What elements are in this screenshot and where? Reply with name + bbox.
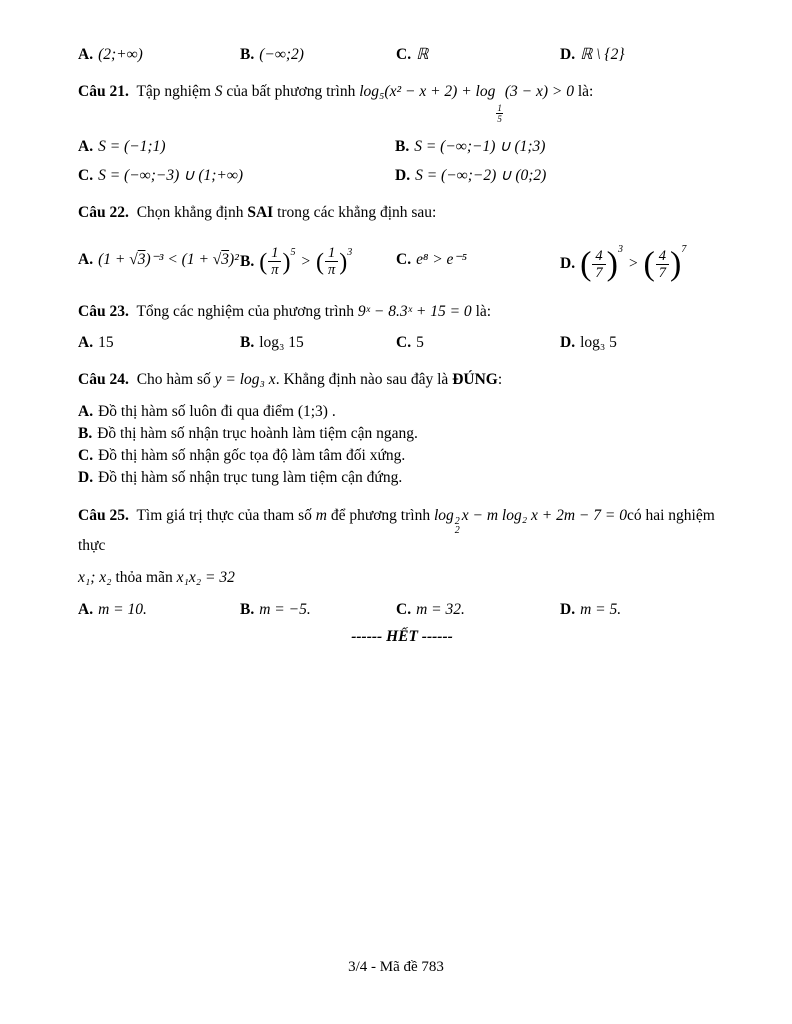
q22-option-d bbox=[560, 239, 726, 281]
radicand: 3 bbox=[137, 251, 146, 268]
exponent: 7 bbox=[681, 243, 687, 255]
q22-option-b bbox=[240, 242, 396, 279]
q23-stem-text: Tổng các nghiệm của phương trình bbox=[136, 303, 355, 320]
end-of-exam-marker: ------ HẾT ------ bbox=[351, 628, 453, 645]
paren: ) bbox=[339, 248, 348, 275]
option-text: e⁸ > e⁻⁵ bbox=[416, 251, 468, 268]
paren: ) bbox=[606, 245, 618, 283]
inequality-sign: > bbox=[300, 252, 311, 270]
option-label: C. bbox=[78, 167, 94, 184]
fraction: $\frac{4}{7}$ bbox=[592, 248, 605, 281]
q24-stem bbox=[78, 369, 726, 391]
q24-options bbox=[78, 402, 726, 488]
q23-stem-text: là: bbox=[475, 303, 492, 320]
radicand: 3 bbox=[221, 251, 230, 268]
q25-stem-text: Tìm giá trị thực của tham số bbox=[136, 507, 312, 524]
exponent: 5 bbox=[290, 246, 296, 258]
option-label: D. bbox=[560, 254, 576, 272]
paren: ( bbox=[580, 245, 592, 283]
q24-stem-text: : bbox=[497, 371, 503, 388]
prev-option-b bbox=[240, 44, 396, 66]
q22-options bbox=[78, 234, 726, 286]
option-text: ℝ \ {2} bbox=[580, 46, 625, 63]
q24-stem-text: . Khẳng định nào sau đây là bbox=[275, 371, 449, 388]
q22-emphasis: SAI bbox=[247, 204, 274, 221]
q21-option-a bbox=[78, 136, 395, 158]
q21-formula: log₅(x² − x + 2) + log $\frac{1}{5}$ (3 − x) > 0 bbox=[359, 83, 574, 124]
inequality-sign: > bbox=[627, 254, 639, 272]
q24-option-d bbox=[78, 468, 726, 488]
option-text: S = (−∞;−2) ∪ (0;2) bbox=[415, 167, 547, 184]
option-label: C. bbox=[396, 334, 412, 351]
q21-stem-text: của bất phương trình bbox=[226, 83, 356, 100]
option-label: A. bbox=[78, 251, 94, 268]
q22-stem bbox=[78, 202, 726, 224]
exponent: 3 bbox=[617, 243, 623, 255]
q23-option-d bbox=[560, 332, 726, 354]
q25-stem-text: để phương trình bbox=[330, 507, 431, 524]
option-label: C. bbox=[396, 46, 412, 63]
option-label: B. bbox=[78, 425, 93, 442]
paren: ) bbox=[670, 245, 682, 283]
q25-options bbox=[78, 599, 726, 621]
q22-option-c bbox=[396, 249, 560, 271]
option-text: m = 5. bbox=[580, 601, 622, 618]
q21-var: S bbox=[214, 83, 223, 100]
q21-option-d bbox=[395, 165, 726, 187]
option-label: B. bbox=[240, 46, 255, 63]
option-label: D. bbox=[78, 469, 94, 486]
prev-option-a bbox=[78, 44, 240, 66]
q23-option-b bbox=[240, 332, 396, 354]
q25-option-b bbox=[240, 599, 396, 621]
option-text: m = −5. bbox=[259, 601, 311, 618]
option-text: 5 bbox=[416, 334, 424, 351]
fraction: $\frac{4}{7}$ bbox=[656, 248, 669, 281]
q24-emphasis: ĐÚNG bbox=[452, 371, 498, 388]
option-text: m = 10. bbox=[98, 601, 147, 618]
exponent: 3 bbox=[347, 246, 353, 258]
option-label: D. bbox=[395, 167, 411, 184]
q21-stem bbox=[78, 81, 726, 124]
option-text: ℝ bbox=[416, 46, 429, 63]
option-label: C. bbox=[396, 251, 412, 268]
q25-option-a bbox=[78, 599, 240, 621]
option-label: D. bbox=[560, 601, 576, 618]
option-text: S = (−∞;−1) ∪ (1;3) bbox=[414, 138, 546, 155]
q25-stem-text: có hai nghiệm thực bbox=[78, 507, 715, 554]
q23-option-a bbox=[78, 332, 240, 354]
option-text: S = (−1;1) bbox=[98, 138, 166, 155]
option-text: Đồ thị hàm số nhận trục hoành làm tiệm cận ngang. bbox=[97, 425, 418, 442]
q25-condition: x₁x₂ = 32 bbox=[176, 569, 235, 586]
q25-option-d bbox=[560, 599, 726, 621]
option-label: D. bbox=[560, 46, 576, 63]
q22-number: Câu 22. bbox=[78, 204, 129, 221]
q25-stem-line2 bbox=[78, 567, 726, 589]
q24-option-c bbox=[78, 446, 726, 466]
paren: ( bbox=[315, 248, 324, 275]
option-text: 15 bbox=[98, 334, 114, 351]
q25-stem bbox=[78, 505, 726, 557]
prev-option-d bbox=[560, 44, 726, 66]
paren: ( bbox=[259, 248, 268, 275]
q25-roots: x₁; x₂ bbox=[78, 569, 112, 586]
option-label: B. bbox=[240, 252, 255, 270]
q23-stem bbox=[78, 301, 726, 323]
q21-option-c bbox=[78, 165, 395, 187]
q23-options bbox=[78, 332, 726, 354]
q24-option-a bbox=[78, 402, 726, 422]
option-text: Đồ thị hàm số nhận gốc tọa độ làm tâm đối xứng. bbox=[98, 447, 406, 464]
option-label: C. bbox=[396, 601, 412, 618]
q21-option-b bbox=[395, 136, 726, 158]
prev-question-options bbox=[78, 44, 726, 66]
q25-var: m bbox=[315, 507, 327, 524]
option-label: B. bbox=[395, 138, 410, 155]
q24-formula: y = log₃ x bbox=[214, 371, 276, 388]
q25-stem-text: thỏa mãn bbox=[115, 569, 173, 586]
option-label: B. bbox=[240, 334, 255, 351]
q25-formula: log 2 2 x − m log₂ x + 2m − 7 = 0 bbox=[433, 507, 627, 536]
q25-option-c bbox=[396, 599, 560, 621]
q22-option-a: A. (1 + √3)⁻³ < (1 + √3)² bbox=[78, 251, 239, 268]
fraction: $\frac{1}{\pi}$ bbox=[268, 245, 281, 278]
q23-option-c bbox=[396, 332, 560, 354]
option-text: log₃ 15 bbox=[259, 334, 304, 351]
q21-stem-text: là: bbox=[577, 83, 594, 100]
q24-number: Câu 24. bbox=[78, 371, 129, 388]
page-footer: 3/4 - Mã đề 783 bbox=[348, 959, 444, 975]
option-label: C. bbox=[78, 447, 94, 464]
q21-number: Câu 21. bbox=[78, 83, 129, 100]
option-text: (2;+∞) bbox=[98, 46, 143, 63]
option-text: S = (−∞;−3) ∪ (1;+∞) bbox=[98, 167, 244, 184]
q21-options bbox=[78, 136, 726, 187]
fraction: $\frac{1}{\pi}$ bbox=[325, 245, 338, 278]
q23-formula: 9ˣ − 8.3ˣ + 15 = 0 bbox=[357, 303, 472, 320]
prev-option-c bbox=[396, 44, 560, 66]
option-text: Đồ thị hàm số nhận trục tung làm tiệm cận đứng. bbox=[98, 469, 403, 486]
option-label: A. bbox=[78, 138, 94, 155]
option-label: B. bbox=[240, 601, 255, 618]
option-label: D. bbox=[560, 334, 576, 351]
option-text: log₃ 5 bbox=[580, 334, 617, 351]
log-sup-sub: 2 2 bbox=[454, 516, 460, 536]
log-base-fraction: $\frac{1}{5}$ bbox=[497, 103, 502, 124]
option-label: A. bbox=[78, 334, 94, 351]
option-text: m = 32. bbox=[416, 601, 465, 618]
option-label: A. bbox=[78, 46, 94, 63]
option-label: A. bbox=[78, 403, 94, 420]
q24-option-b bbox=[78, 424, 726, 444]
option-text: (−∞;2) bbox=[259, 46, 304, 63]
q23-number: Câu 23. bbox=[78, 303, 129, 320]
q25-number: Câu 25. bbox=[78, 507, 129, 524]
q21-stem-text: Tập nghiệm bbox=[136, 83, 211, 100]
option-text: Đồ thị hàm số luôn đi qua điểm (1;3) . bbox=[98, 403, 336, 420]
paren: ( bbox=[643, 245, 655, 283]
q22-stem-text: Chọn khẳng định bbox=[136, 204, 244, 221]
paren: ) bbox=[282, 248, 291, 275]
q24-stem-text: Cho hàm số bbox=[136, 371, 211, 388]
q22-stem-text: trong các khẳng định sau: bbox=[277, 204, 437, 221]
option-label: A. bbox=[78, 601, 94, 618]
